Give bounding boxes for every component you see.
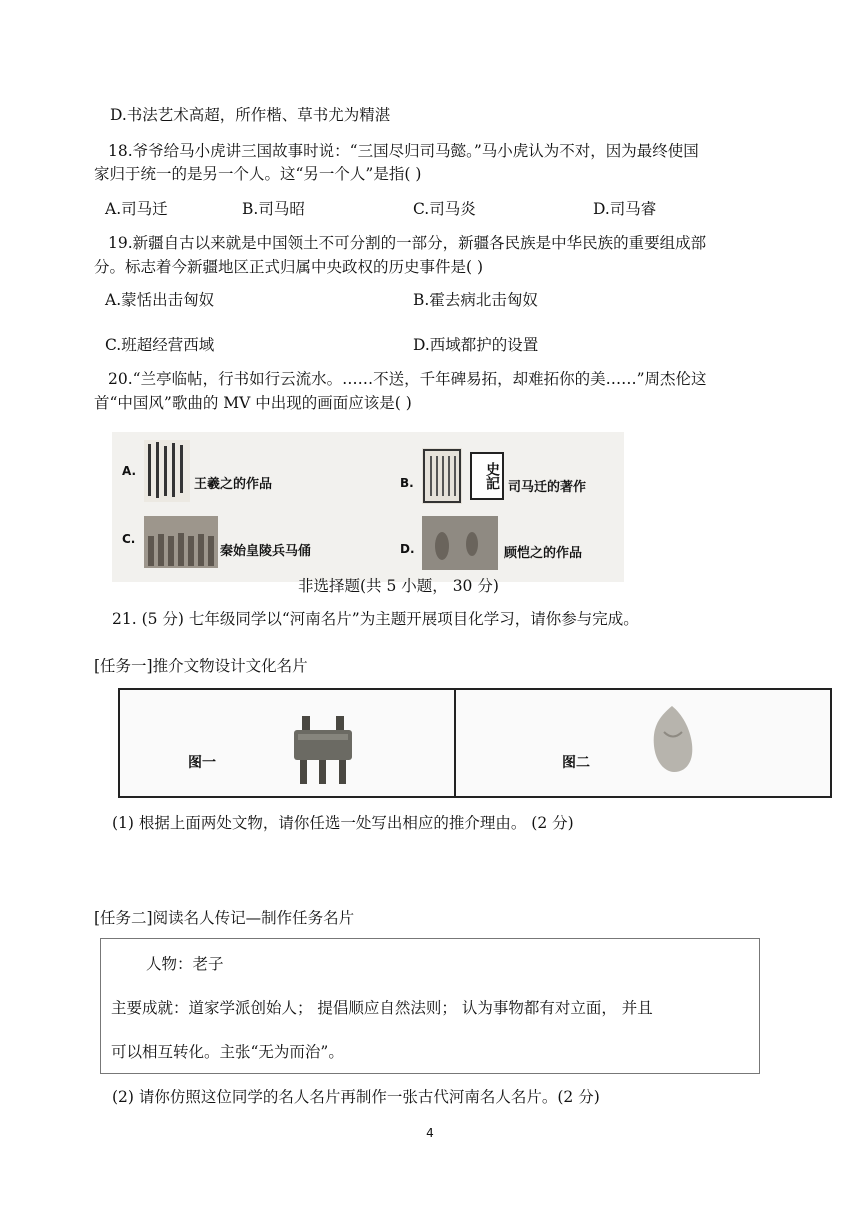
q19-option-b: B.霍去病北击匈奴	[413, 291, 538, 309]
q20-stem-line1: 20.“兰亭临帖，行书如行云流水。……不送，千年碑易拓，却难拓你的美……”周杰伦这	[108, 370, 707, 388]
q20-stem-line2: 首“中国风”歌曲的 MV 中出现的画面应该是( )	[94, 394, 412, 412]
q17-option-d: D.书法艺术高超，所作楷、草书尤为精湛	[110, 106, 391, 124]
figure-1-label: 图一	[188, 755, 216, 771]
q21-sub2: (2) 请你仿照这位同学的名人名片再制作一张古代河南名人名片。(2 分)	[112, 1088, 600, 1106]
terracotta-army-image	[144, 516, 218, 568]
q20-figure-letter-d: D.	[400, 542, 415, 556]
bronze-ding-image	[288, 714, 358, 786]
card-achievement-line2: 可以相互转化。主张“无为而治”。	[111, 1043, 344, 1061]
name-card	[100, 938, 760, 1074]
q18-option-a: A.司马迁	[105, 200, 168, 218]
card-person: 人物：老子	[146, 955, 224, 973]
q18-option-c: C.司马炎	[413, 200, 476, 218]
task2-heading: [任务二]阅读名人传记—制作任务名片	[94, 909, 355, 927]
painting-image	[422, 516, 498, 570]
book-image	[422, 448, 462, 504]
figure-2-label: 图二	[562, 755, 590, 771]
q18-stem-line2: 家归于统一的是另一个人。这“另一个人”是指( )	[94, 165, 422, 183]
jade-artifact-image	[646, 702, 698, 776]
q18-option-d: D.司马睿	[593, 200, 657, 218]
q20-figure-option-b	[400, 438, 620, 504]
q20-figure-letter-b: B.	[400, 476, 414, 490]
q21-stem: 21. (5 分) 七年级同学以“河南名片”为主题开展项目化学习，请你参与完成。	[112, 610, 639, 628]
q19-stem-line1: 19.新疆自古以来就是中国领土不可分割的一部分，新疆各民族是中华民族的重要组成部	[108, 234, 707, 252]
shiji-seal: 史記	[470, 452, 504, 500]
q18-stem-line1: 18.爷爷给马小虎讲三国故事时说：“三国尽归司马懿。”马小虎认为不对，因为最终使国	[108, 142, 699, 160]
q19-option-d: D.西域都护的设置	[413, 336, 539, 354]
q20-figure	[112, 432, 624, 582]
artifact-divider	[454, 690, 456, 796]
q20-figure-letter-c: C.	[122, 532, 136, 546]
q19-option-a: A.蒙恬出击匈奴	[105, 291, 215, 309]
page-number: 4	[426, 1126, 434, 1140]
q20-figure-option-d	[400, 512, 620, 578]
q20-figure-caption-a: 王羲之的作品	[194, 477, 273, 492]
q20-figure-letter-a: A.	[122, 464, 137, 478]
q20-figure-caption-c: 秦始皇陵兵马俑	[220, 544, 312, 559]
task1-heading: [任务一]推介文物设计文化名片	[94, 657, 308, 675]
q20-figure-caption-d: 顾恺之的作品	[504, 546, 583, 561]
q20-figure-caption-b: 司马迁的著作	[508, 480, 587, 495]
q20-figure-option-a	[118, 438, 358, 504]
card-achievement-line1: 主要成就：道家学派创始人； 提倡顺应自然法则； 认为事物都有对立面， 并且	[111, 999, 653, 1017]
q19-option-c: C.班超经营西域	[105, 336, 215, 354]
q18-option-b: B.司马昭	[242, 200, 305, 218]
artifact-figure	[118, 688, 832, 798]
q19-stem-line2: 分。标志着今新疆地区正式归属中央政权的历史事件是( )	[94, 258, 484, 276]
q21-sub1: (1) 根据上面两处文物，请你任选一处写出相应的推介理由。 (2 分)	[112, 814, 574, 832]
q20-figure-option-c	[118, 512, 378, 578]
section-title: 非选择题(共 5 小题， 30 分)	[298, 577, 499, 595]
calligraphy-image	[144, 440, 190, 502]
